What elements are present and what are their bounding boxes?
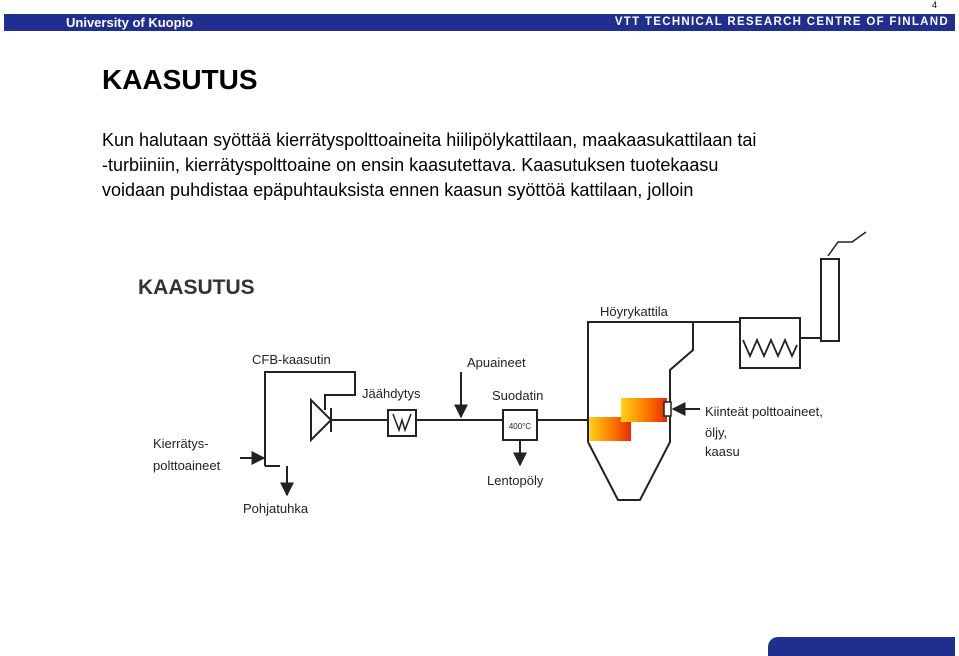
body-line-2: -turbiiniin, kierrätyspolttoaine on ensin kaasutettava. Kaasutuksen tuotekaasu bbox=[102, 155, 719, 175]
slide-title: KAASUTUS bbox=[102, 64, 258, 95]
header-left-org: University of Kuopio bbox=[66, 15, 194, 30]
filter bbox=[503, 410, 537, 440]
page-number: 4 bbox=[931, 0, 937, 10]
burner-flame-upper bbox=[621, 398, 667, 422]
label-fuels-1: Kiinteät polttoaineet, bbox=[705, 404, 823, 419]
body-line-1: Kun halutaan syöttää kierrätyspolttoaineita hiilipölykattilaan, maakaasukattilaan tai bbox=[102, 130, 757, 150]
pipe-gasifier-to-cooler bbox=[325, 383, 355, 410]
fuel-burner bbox=[664, 402, 671, 416]
diagram-title: KAASUTUS bbox=[138, 276, 255, 299]
label-recycled-fuel-1: Kierrätys- bbox=[153, 436, 209, 451]
body-line-3: voidaan puhdistaa epäpuhtauksista ennen kaasun syöttöä kattilaan, jolloin bbox=[102, 180, 694, 200]
label-steam-boiler: Höyrykattila bbox=[600, 304, 668, 319]
label-recycled-fuel-2: polttoaineet bbox=[153, 458, 221, 473]
cooler bbox=[388, 410, 416, 436]
label-fuels-2: öljy, bbox=[705, 425, 728, 440]
header-right-org: VTT TECHNICAL RESEARCH CENTRE OF FINLAND bbox=[614, 16, 949, 28]
label-additives: Apuaineet bbox=[467, 355, 526, 370]
label-cooling: Jäähdytys bbox=[362, 386, 421, 401]
heat-exchanger bbox=[740, 318, 800, 368]
label-filter: Suodatin bbox=[492, 388, 544, 403]
label-fly-ash: Lentopöly bbox=[487, 473, 544, 488]
label-cfb-gasifier: CFB-kaasutin bbox=[252, 352, 331, 367]
chimney-smoke bbox=[828, 232, 866, 256]
footer-bar bbox=[768, 637, 955, 656]
label-filter-temp: 400°C bbox=[508, 422, 532, 431]
label-bottom-ash: Pohjatuhka bbox=[243, 501, 309, 516]
label-fuels-3: kaasu bbox=[705, 444, 740, 459]
chimney-stack bbox=[821, 259, 839, 341]
